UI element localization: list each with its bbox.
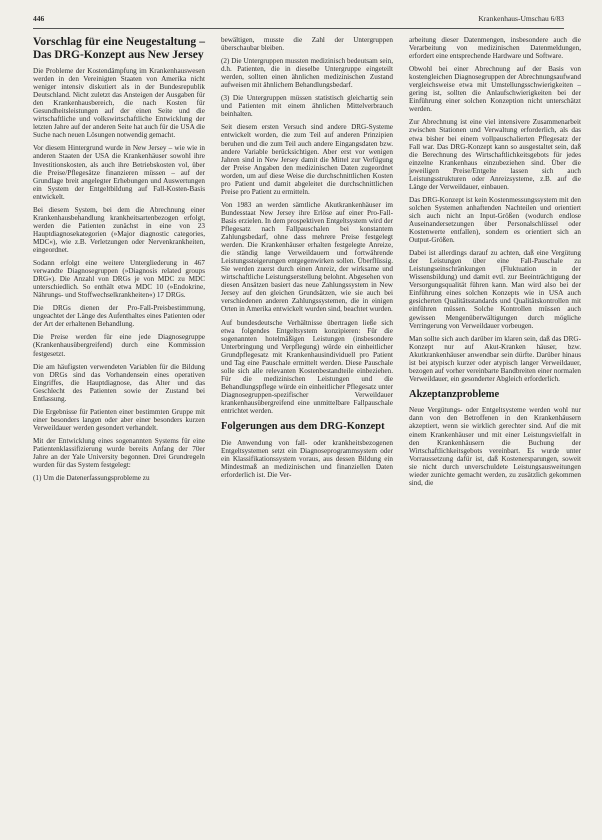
column-3 bbox=[409, 36, 581, 492]
paragraph: Dabei ist allerdings darauf zu achten, daß eine Vergütung der Leistungen über eine Fall-Pauschale zu Leistungseinschränkungen (Fluktuation in der Wissensbildung) und damit evtl. zur Beeinträchtigung der Versorgungsqualität führen kann. Man wird also bei der Einführung eines solchen Konzepts wie in USA auch gesicherten Qualitätsstandards und Qualitätskontrollen mit einführen müssen. Solche Kontrollen müssen auch gewissen Mengenüberwältigungen durch mögliche Verringerung von Verweildauer vorbeugen. bbox=[409, 249, 581, 330]
paragraph: Obwohl bei einer Abrechnung auf der Basis von kostengleichen Diagnosegruppen der Abrechnungsaufwand vergleichsweise etwa mit Umstellungsschwierigkeiten – gering ist, sollten die Anlaufschwierigkeiten bei der Einführung einer solchen Konzeption nicht unterschätzt werden. bbox=[409, 65, 581, 114]
column-2 bbox=[221, 36, 393, 484]
paragraph: (1) Um die Datenerfassungsprobleme zu bbox=[33, 474, 150, 483]
paragraph: Das DRG-Konzept ist kein Kostenmessungssystem mit den solchen Systemen anhaftenden Nachteilen und orientiert sich auch nicht an Input-Größen (wodurch endlose Auseinandersetzungen über Personalschlüssel oder Kostenwerte entfallen), sondern es orientiert sich an Output-Größen. bbox=[409, 195, 581, 245]
paragraph: Seit diesem ersten Versuch sind andere DRG-Systeme entwickelt worden, die zum Teil auf anderen Prinzipien beruhen und die zum Teil auch andere Eingangsdaten bzw. andere Variable berücksichtigen. Aber erst vor wenigen Jahren sind in New Jersey damit die Mittel zur Verfügung der Preise Angaben den medizinischen Daten zugeordnet worden, um auf diese Weise die durchschnittlichen Kosten pro Patient und damit abgeleitet die durchschnittlichen Preise pro Patient zu ermitteln. bbox=[221, 123, 393, 196]
paragraph: Neue Vergütungs- oder Entgeltsysteme werden wohl nur dann von den Betroffenen in den Krankenhäusern akzeptiert, wenn sie wirklich gerechter sind. Auf die mit einem Krankenhäuser und mit einer Leistungsvielfalt in den Krankenhäusern die Buchung der Wirtschaftlichkeitsgebots vereinbart. Es wurde unter Vorraussetzung dafür ist, daß Kostenersparungen, soweit sie nicht durch unverschuldete Leistungsausweitungen wieder zunichte gemacht werden, zu zusätzlich gekommen sind, die bbox=[409, 406, 581, 487]
paragraph: (2) Die Untergruppen mussten medizinisch bedeutsam sein, d.h. Patienten, die in dieselbe Untergruppe eingeteilt werden, sollten einen ähnlichen medizinischen Zustand aufweisen mit ähnlichem Behandlungsbedarf. bbox=[221, 57, 393, 90]
paragraph: Die Probleme der Kostendämpfung im Krankenhauswesen werden in den Vereinigten Staaten von Amerika nicht weniger intensiv diskutiert als in der Bundesrepublik Deutschland. Nicht zuletzt das Ansteigen der Ausgaben für den Krankenhausbereich, die nach Kosten für Gesundheitsleistungen auf der einen Seite und die wirtschaftliche und volkswirtschaftliche Entwicklung der letzten Jahre auf der anderen Seite hat auch für die USA die Suche nach neuen Lösungen notwendig gemacht. bbox=[33, 67, 205, 140]
page-number: 446 bbox=[33, 14, 45, 23]
paragraph: Die Ergebnisse für Patienten einer bestimmten Gruppe mit einer besonders langen oder aber einer besonders kurzen Verweildauer werden gesondert verhandelt. bbox=[33, 407, 205, 432]
paragraph: (3) Die Untergruppen müssen statistisch gleichartig sein und Patienten mit einem ähnlichen Mittelverbrauch beinhalten. bbox=[221, 94, 393, 119]
paragraph: Zur Abrechnung ist eine viel intensivere Zusammenarbeit zwischen Stationen und Verwaltung erforderlich, als das etwa bisher bei einem vollpauschalierten Pflegesatz der Fall war. Das DRG-Konzept kann so ausgestaltet sein, daß die Berechnung des Wirtschaftlichkeitsgebots für jedes einzelne Krankenhaus einzubeziehen sind. Über die jeweiligen Preise/Entgelte lassen sich auch Leistungsstrukturen oder Anreizsysteme, z.B. auf die Länge der Verweildauer, einbauen. bbox=[409, 118, 581, 191]
paragraph: Die DRGs dienen der Pro-Fall-Preisbestimmung, ungeachtet der Länge des Aufenthaltes eines Patienten oder der Art der erhaltenen Behandlung. bbox=[33, 304, 205, 329]
paragraph: arbeitung dieser Datenmengen, insbesondere auch die Verarbeitung von medizinischen Datenmeldungen, erfordert eine entsprechende Hardware und Software. bbox=[409, 36, 581, 61]
paragraph: bewältigen, musste die Zahl der Untergruppen überschaubar bleiben. bbox=[221, 36, 393, 53]
paragraph: Mit der Entwicklung eines sogenannten Systems für eine Patientenklassifizierung wurde bereits Anfang der 70er Jahre an der Yale University begonnen. Drei Grundregeln wurden für das System festgelegt: bbox=[33, 436, 205, 470]
column-1 bbox=[33, 36, 205, 487]
section-heading-akzeptanz: Akzeptanzprobleme bbox=[409, 388, 500, 400]
paragraph: Man sollte sich auch darüber im klaren sein, daß das DRG-Konzept nur auf Akut-Kranken häuser, bzw. Akutkrankenhäuser anwendbar sein dürfte. Darüber hinaus ist bei atypisch kurzer oder atypisch langer Verweildauer, bezogen auf vorher vereinbarte Bandbreiten einer normalen Verweildauer, ein gesonderter Abgleich erforderlich. bbox=[409, 334, 581, 383]
section-heading-folgerungen: Folgerungen aus dem DRG-Konzept bbox=[221, 421, 385, 433]
article-title: Vorschlag für eine Neugestaltung – Das DRG-Konzept aus New Jersey bbox=[33, 36, 205, 61]
paragraph: Von 1983 an werden sämtliche Akutkrankenhäuser im Bundesstaat New Jersey ihre Erlöse auf einer Pro-Fall-Basis erzielen. In dem prospektiven Entgeltsystem wird der Pflegesatz nach Fallpauschalen bei konstantem Zahlungsbedarf, ohne dass mehrere Preise festgelegt werden. Die Krankenhäuser erhalten festgelegte Anreize, die ständig lange Verweildauern und fortwährende Leistungssteigerungen entgegenwirken sollen. Überflüssig. Sie werden zuerst durch einen Anreiz, der wirksame und wirtschaftliche Leistungserstellung belohnt. Abgesehen von diesen Ansätzen basiert das neue Zahlungssystem in New Jersey auf den gleichen Grundsätzen, wie sie auch bei verschiedenen anderen Zahlungssystemen, die in einigen Orten in Amerika entwickelt wurden sind, beachtet wurden. bbox=[221, 200, 393, 314]
journal-title: Krankenhaus-Umschau 6/83 bbox=[478, 14, 564, 23]
paragraph: Die am häufigsten verwendeten Variablen für die Bildung von DRGs sind das Vorhandensein eines operativen Eingriffes, die Hauptdiagnose, das Alter und das Geschlecht des Patienten sowie der Zustand bei Entlassung. bbox=[33, 362, 205, 403]
paragraph: Bei diesem System, bei dem die Abrechnung einer Krankenhausbehandlung krankheitsartenbezogen erfolgt, werden die Patienten zunächst in eine von 23 Hauptdiagnosekategorien (»Major diagnostic categories, MDC«), wie z.B. Verletzungen oder Nervenkrankheiten, eingeordnet. bbox=[33, 205, 205, 254]
page-header bbox=[33, 8, 564, 29]
paragraph: Die Anwendung von fall- oder krankheitsbezogenen Entgeltsystemen setzt ein Diagnoseprogrammsystem oder ein Klassifikationssystem voraus, aus dessen Bildung ein Mindestmaß an medizinischen und finanziellen Daten erforderlich ist. Die Ver- bbox=[221, 438, 393, 479]
paragraph: Auf bundesdeutsche Verhältnisse übertragen ließe sich etwa folgendes Entgeltsystem konzipieren: Für die sogenannten hotelmäßigen Leistungen (insbesondere Unterbringung und Verpflegung) würde ein einheitlicher Grundpflegesatz mit Krankenhausindividuell pro Patient und Tag eine Pauschale ermittelt werden. Diese Pauschale solle sich alle relevanten Kostenbestandteile einbeziehen. Für die medizinischen Leistungen und die Behandlungspflege würde ein einheitlicher Pflegesatz unter Diagnosegruppen-spezifischer Verweildauer krankenhausübergreifend eine unmittelbare Fallpauschale entrichtet werden. bbox=[221, 318, 393, 416]
paragraph: Sodann erfolgt eine weitere Untergliederung in 467 verwandte Diagnosegruppen (»Diagnosis related groups DRG«). Die Anzahl von DRGs je von MDC zu MDC unterschiedlich. So enthält etwa MDC 10 (»Endokrine, Nährungs- und Stoffwechselkrankheiten«) 17 DRGs. bbox=[33, 259, 205, 300]
paragraph: Vor diesem Hintergrund wurde in New Jersey – wie wie in anderen Staaten der USA die Krankenhäuser sowohl ihre Investitionskosten, als auch ihre Betriebskosten vol, über die Preise/Pflegesätze finanzieren müssen – auf der Grundlage breit angelegter Erhebungen und Auswertungen ein System der Entgeltbildung auf Fall-Kosten-Basis entwickelt. bbox=[33, 144, 205, 201]
paragraph: Die Preise werden für eine jede Diagnosegruppe (Krankenhausübergreifend) durch eine Kommission festgesetzt. bbox=[33, 333, 205, 358]
